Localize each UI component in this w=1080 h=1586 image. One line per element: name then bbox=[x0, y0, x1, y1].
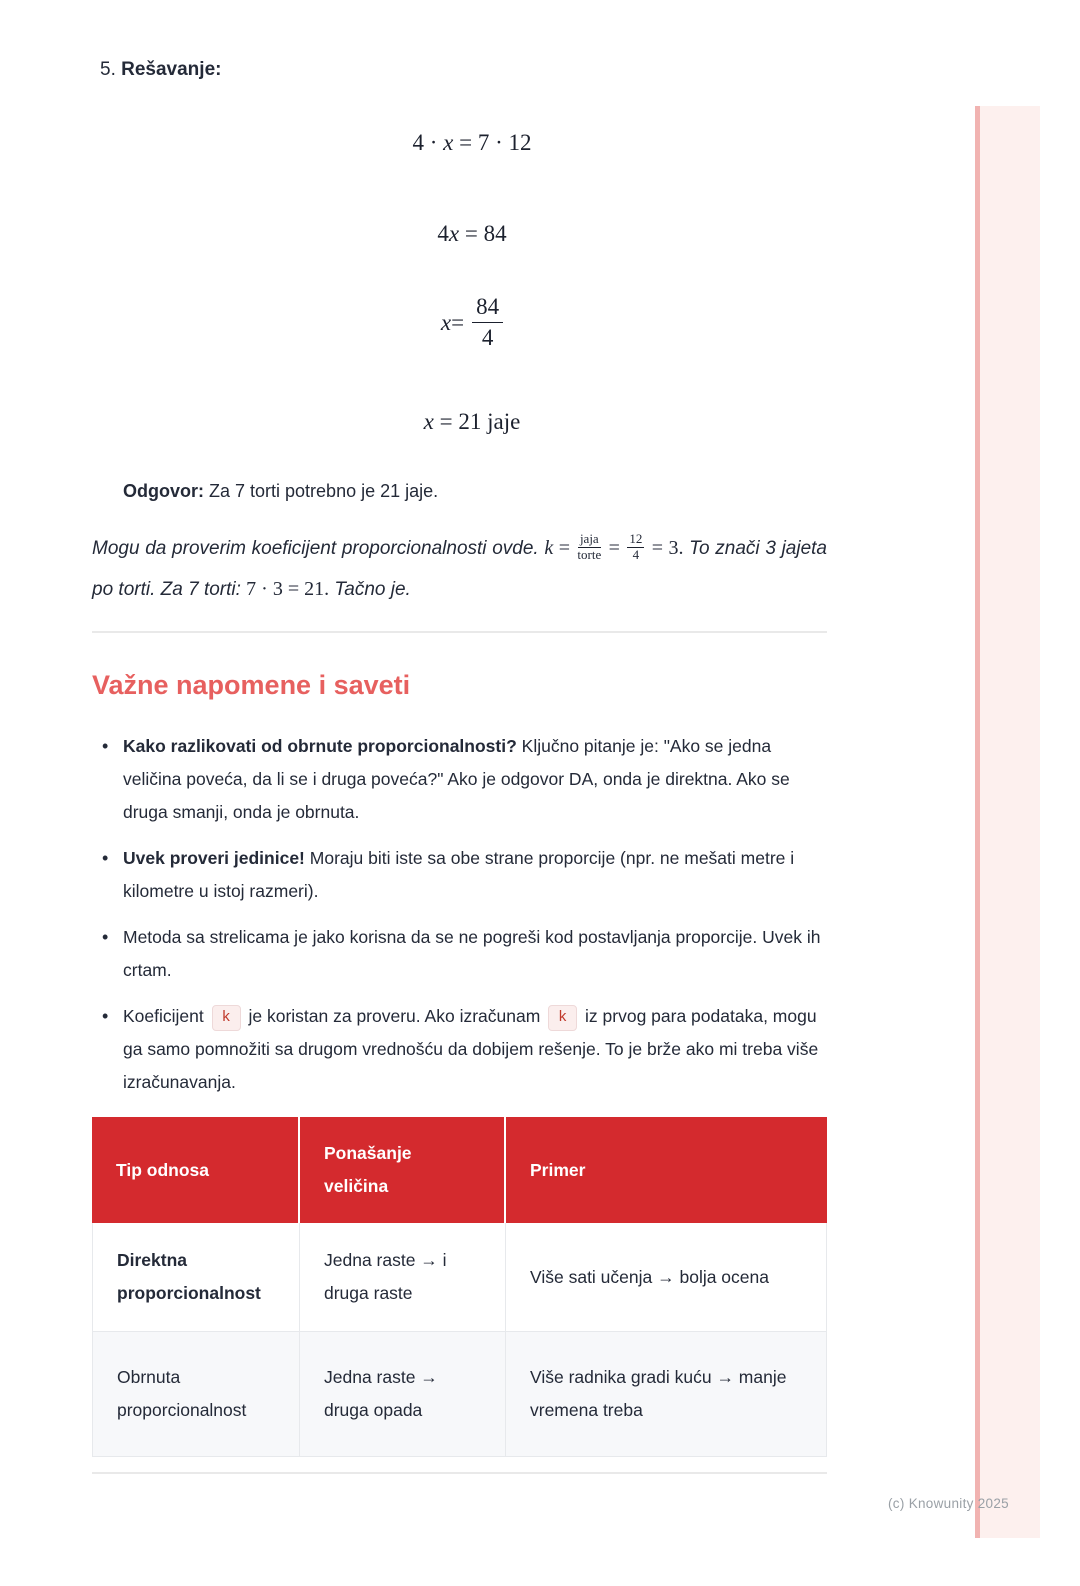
fraction-numerator: 84 bbox=[472, 293, 503, 323]
table-cell-type-direct: Direktna proporcionalnost bbox=[92, 1223, 300, 1332]
equation-1-variable: x bbox=[443, 130, 454, 155]
answer-line bbox=[92, 479, 827, 503]
note-equals-2: = bbox=[603, 537, 626, 559]
equation-4-rest: = 21 jaje bbox=[433, 409, 521, 434]
equation-1-rest: = 7 · 12 bbox=[453, 130, 532, 155]
section-divider bbox=[92, 631, 827, 633]
equation-3 bbox=[92, 293, 827, 352]
table-row bbox=[92, 1223, 827, 1332]
inline-code-k-2: k bbox=[548, 1005, 577, 1031]
tip-item-2 bbox=[92, 842, 827, 908]
equation-4 bbox=[92, 407, 827, 437]
section-number: 5. bbox=[100, 59, 122, 80]
equation-3-equals: = bbox=[451, 309, 465, 335]
table-header-type: Tip odnosa bbox=[92, 1117, 300, 1223]
table-header-row bbox=[92, 1117, 827, 1223]
note-fraction-2-numerator: 12 bbox=[629, 530, 643, 546]
inline-code-k-1: k bbox=[212, 1005, 241, 1031]
table-row bbox=[92, 1332, 827, 1457]
table-cell-behavior-inverse: Jedna raste → druga opada bbox=[300, 1332, 506, 1457]
tip-item-3 bbox=[92, 921, 827, 987]
equation-2 bbox=[92, 219, 827, 249]
note-fraction-2 bbox=[627, 532, 644, 563]
tip-3-text: Metoda sa strelicama je jako korisna da se ne pogreši kod postavljanja proporcije. Uvek ih crtam. bbox=[123, 927, 821, 980]
note-fraction-1 bbox=[577, 532, 601, 563]
note-text-1: Mogu da proverim koeficijent proporcionalnosti ovde. bbox=[92, 538, 545, 559]
section-title: Rešavanje: bbox=[121, 59, 222, 80]
bottom-divider bbox=[92, 1472, 827, 1474]
tip-2-bold-lead: Uvek proveri jedinice! bbox=[123, 848, 305, 868]
table-header-example: Primer bbox=[506, 1117, 827, 1223]
table-cell-example-inverse: Više radnika gradi kuću → manje vremena treba bbox=[506, 1332, 827, 1457]
note-fraction-1-denominator: torte bbox=[577, 546, 602, 562]
document-content bbox=[92, 58, 827, 1474]
fraction bbox=[472, 293, 503, 352]
note-text-2: To znači 3 jajeta po torti. Za 7 torti: bbox=[92, 538, 828, 600]
verification-note bbox=[92, 528, 827, 610]
tip-2-text: Moraju biti iste sa obe strane proporcije (npr. ne mešati metre i kilometre u istoj razmeri). bbox=[123, 848, 795, 901]
note-k-variable: k bbox=[544, 537, 554, 559]
tip-4-text-mid: je koristan za proveru. Ako izračunam bbox=[243, 1006, 546, 1026]
tips-heading: Važne napomene i saveti bbox=[92, 670, 411, 700]
tip-item-1 bbox=[92, 730, 827, 829]
equation-2-rest: = 84 bbox=[459, 221, 507, 246]
tip-4-text-pre: Koeficijent bbox=[123, 1006, 209, 1026]
equation-4-variable: x bbox=[423, 409, 434, 434]
note-equals-1: = bbox=[553, 537, 576, 559]
tip-4-text-post: iz prvog para podataka, mogu ga samo pomnožiti sa drugom vrednošću da dobijem rešenje. To je brže ako mi treba više izračunavanja. bbox=[123, 1006, 819, 1092]
note-fraction-1-numerator: jaja bbox=[579, 530, 599, 546]
table-cell-type-inverse: Obrnuta proporcionalnost bbox=[92, 1332, 300, 1457]
tip-1-text: Ključno pitanje je: "Ako se jedna veličina poveća, da li se i druga poveća?" Ako je odgovor DA, onda je direktna. Ako se druga smanji, onda je obrnuta. bbox=[123, 736, 790, 822]
table-cell-example-direct: Više sati učenja → bolja ocena bbox=[506, 1223, 827, 1332]
note-text-3: Tačno je. bbox=[329, 579, 411, 600]
tip-item-4 bbox=[92, 1000, 827, 1099]
equation-2-variable: x bbox=[448, 221, 460, 246]
equation-1 bbox=[92, 128, 827, 158]
table-header-behavior: Ponašanje veličina bbox=[300, 1117, 506, 1223]
page-edge-highlight-strip bbox=[975, 106, 1040, 1538]
note-math-2: 7 · 3 = 21. bbox=[246, 578, 330, 600]
note-equals-3: = 3. bbox=[646, 537, 684, 559]
answer-text: Za 7 torti potrebno je 21 jaje. bbox=[204, 481, 439, 501]
tips-list bbox=[92, 730, 827, 1099]
section-heading bbox=[100, 58, 827, 82]
fraction-denominator: 4 bbox=[481, 325, 494, 350]
answer-label: Odgovor: bbox=[123, 481, 204, 501]
equation-2-coeff: 4 bbox=[437, 221, 449, 246]
tip-1-bold-lead: Kako razlikovati od obrnute proporcionalnosti? bbox=[123, 736, 517, 756]
table-cell-behavior-direct: Jedna raste → i druga raste bbox=[300, 1223, 506, 1332]
proportionality-table bbox=[92, 1117, 827, 1457]
note-fraction-2-denominator: 4 bbox=[632, 546, 640, 562]
equation-3-variable: x bbox=[440, 309, 452, 335]
copyright-watermark: (c) Knowunity 2025 bbox=[888, 1496, 1009, 1511]
equation-1-coeff: 4 · bbox=[412, 130, 444, 155]
